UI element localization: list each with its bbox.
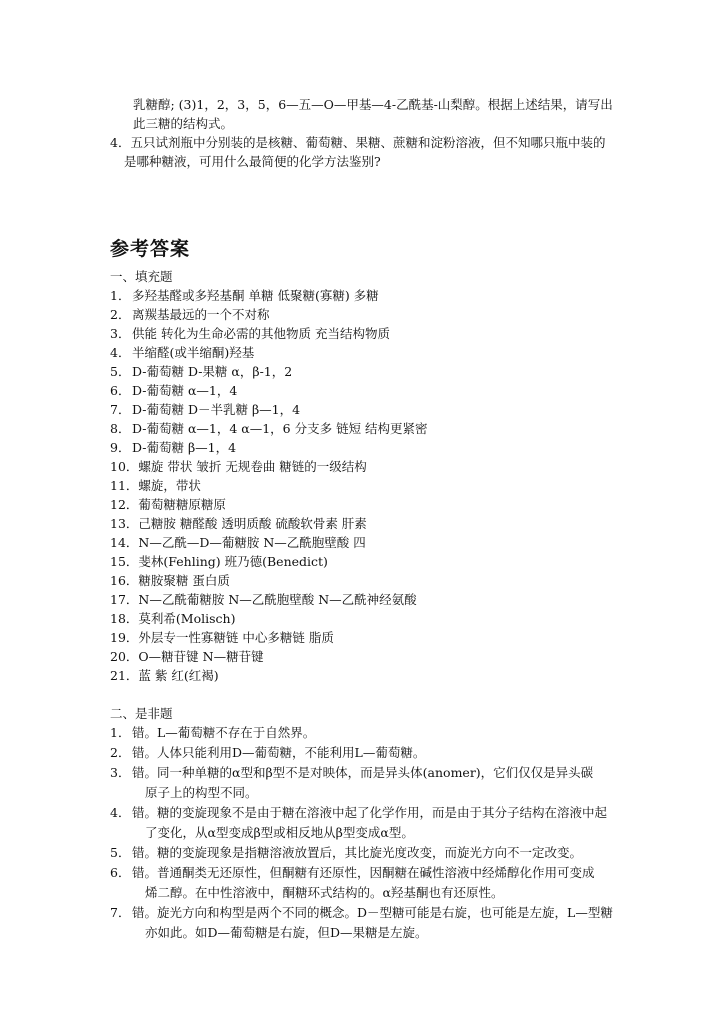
fill-answer-item xyxy=(110,630,334,646)
question-4-line-2: 是哪种糖液，可用什么最简便的化学方法鉴别? xyxy=(124,154,381,169)
question-4-line-1 xyxy=(110,135,605,151)
fill-answer-text: 半缩醛(或半缩酮)羟基 xyxy=(132,345,255,360)
tf-answer-number: 1． xyxy=(110,725,131,740)
tf-answer-item xyxy=(110,905,613,921)
fill-answer-item xyxy=(110,497,226,513)
fill-answer-number: 3． xyxy=(110,326,131,341)
tf-answer-continuation: 原子上的构型不同。 xyxy=(145,785,258,800)
fill-answer-number: 20． xyxy=(110,649,139,664)
fill-answer-text: 斐林(Fehling) 班乃德(Benedict) xyxy=(138,554,328,569)
tf-answer-number: 6． xyxy=(110,865,131,880)
question-4-text-1: 五只试剂瓶中分别装的是核糖、葡萄糖、果糖、蔗糖和淀粉溶液，但不知哪只瓶中装的 xyxy=(130,135,606,150)
fill-answer-text: 外层专一性寡糖链 中心多糖链 脂质 xyxy=(138,630,334,645)
fill-section-header: 一、填充题 xyxy=(110,269,173,284)
fill-answer-number: 2． xyxy=(110,307,131,322)
tf-answer-item xyxy=(110,845,582,861)
tf-answer-text: 错。同一种单糖的α型和β型不是对映体，而是异头体(anomer)，它们仅仅是异头碳 xyxy=(132,765,594,780)
fill-answer-item xyxy=(110,649,264,665)
fill-answer-number: 7． xyxy=(110,402,131,417)
fill-answer-number: 18． xyxy=(110,611,139,626)
fill-answer-item xyxy=(110,478,201,494)
fill-answer-item xyxy=(110,535,366,551)
answers-title: 参考答案 xyxy=(110,238,191,260)
tf-answer-number: 7． xyxy=(110,905,131,920)
fill-answer-item xyxy=(110,440,236,456)
fill-answer-number: 19． xyxy=(110,630,139,645)
fill-answer-text: 螺旋 带状 皱折 无规卷曲 糖链的一级结构 xyxy=(138,459,367,474)
fill-answer-number: 21． xyxy=(110,668,139,683)
tf-answer-item xyxy=(110,745,425,761)
fill-answer-item xyxy=(110,611,235,627)
intro-line-2: 此三糖的结构式。 xyxy=(133,116,234,131)
tf-answer-text: 错。糖的变旋现象是指糖溶液放置后，其比旋光度改变，而旋光方向不一定改变。 xyxy=(132,845,583,860)
fill-answer-text: O—糖苷键 N—糖苷键 xyxy=(138,649,264,664)
fill-answer-number: 4． xyxy=(110,345,131,360)
fill-answer-text: 离羰基最远的一个不对称 xyxy=(132,307,270,322)
tf-answer-continuation: 烯二醇。在中性溶液中，酮糖环式结构的。α羟基酮也有还原性。 xyxy=(145,885,504,900)
fill-answer-number: 6． xyxy=(110,383,131,398)
fill-answer-item xyxy=(110,383,237,399)
fill-answer-text: N—乙酰葡糖胺 N—乙酰胞壁酸 N—乙酰神经氨酸 xyxy=(138,592,417,607)
fill-answer-text: 糖胺聚糖 蛋白质 xyxy=(138,573,230,588)
tf-answer-text: 错。普通酮类无还原性，但酮糖有还原性，因酮糖在碱性溶液中经烯醇化作用可变成 xyxy=(132,865,595,880)
tf-answer-text: 错。糖的变旋现象不是由于糖在溶液中起了化学作用，而是由于其分子结构在溶液中起 xyxy=(132,805,608,820)
fill-answer-text: 蓝 紫 红(红褐) xyxy=(138,668,219,683)
tf-answer-text: 错。人体只能利用D—葡萄糖，不能利用L—葡萄糖。 xyxy=(132,745,426,760)
fill-answer-number: 8． xyxy=(110,421,131,436)
tf-answer-text: 错。旋光方向和构型是两个不同的概念。D－型糖可能是右旋，也可能是左旋，L—型糖 xyxy=(132,905,613,920)
tf-answer-continuation: 亦如此。如D—葡萄糖是右旋，但D—果糖是左旋。 xyxy=(145,925,428,940)
fill-answer-item xyxy=(110,573,230,589)
fill-answer-text: D-葡萄糖 α—1，4 α—1，6 分支多 链短 结构更紧密 xyxy=(132,421,428,436)
fill-answer-number: 13． xyxy=(110,516,139,531)
tf-answer-number: 5． xyxy=(110,845,131,860)
fill-answer-number: 1． xyxy=(110,288,131,303)
fill-answer-text: D-葡萄糖 α—1，4 xyxy=(132,383,238,398)
fill-answer-item xyxy=(110,421,428,437)
tf-answer-item xyxy=(110,805,607,821)
fill-answer-item xyxy=(110,554,328,570)
fill-answer-item xyxy=(110,592,417,608)
fill-answer-item xyxy=(110,459,367,475)
tf-answer-text: 错。L—葡萄糖不存在于自然界。 xyxy=(132,725,316,740)
fill-answer-text: 己糖胺 糖醛酸 透明质酸 硫酸软骨素 肝素 xyxy=(138,516,367,531)
intro-line-1: 乳糖醇; (3)1，2，3，5，6—五—O—甲基—4-乙酰基-山梨醇。根据上述结果，请写出 xyxy=(133,97,613,112)
tf-section-header: 二、是非题 xyxy=(110,706,173,721)
fill-answer-number: 14． xyxy=(110,535,139,550)
fill-answer-text: N—乙酰—D—葡糖胺 N—乙酰胞壁酸 四 xyxy=(138,535,366,550)
question-4-number: 4． xyxy=(110,135,131,150)
fill-answer-item xyxy=(110,516,367,532)
fill-answer-number: 17． xyxy=(110,592,139,607)
fill-answer-text: D-葡萄糖 β—1，4 xyxy=(132,440,237,455)
fill-answer-number: 10． xyxy=(110,459,139,474)
tf-answer-number: 2． xyxy=(110,745,131,760)
fill-answer-number: 12． xyxy=(110,497,139,512)
fill-answer-item xyxy=(110,307,270,323)
fill-answer-text: D-葡萄糖 D－半乳糖 β—1，4 xyxy=(132,402,301,417)
fill-answer-text: 供能 转化为生命必需的其他物质 充当结构物质 xyxy=(132,326,390,341)
fill-answer-item xyxy=(110,668,219,684)
fill-answer-text: 莫利希(Molisch) xyxy=(138,611,236,626)
fill-answer-text: D-葡萄糖 D-果糖 α，β-1，2 xyxy=(132,364,293,379)
fill-answer-item xyxy=(110,402,300,418)
fill-answer-number: 5． xyxy=(110,364,131,379)
fill-answer-text: 螺旋，带状 xyxy=(138,478,201,493)
fill-answer-item xyxy=(110,364,292,380)
tf-answer-continuation: 了变化，从α型变成β型或相反地从β型变成α型。 xyxy=(145,825,414,840)
fill-answer-item xyxy=(110,345,254,361)
fill-answer-number: 11． xyxy=(110,478,139,493)
tf-answer-item xyxy=(110,865,595,881)
fill-answer-number: 16． xyxy=(110,573,139,588)
fill-answer-number: 15． xyxy=(110,554,139,569)
fill-answer-number: 9． xyxy=(110,440,131,455)
fill-answer-text: 多羟基醛或多羟基酮 单糖 低聚糖(寡糖) 多糖 xyxy=(132,288,379,303)
tf-answer-item xyxy=(110,725,315,741)
tf-answer-number: 3． xyxy=(110,765,131,780)
fill-answer-item xyxy=(110,288,379,304)
tf-answer-item xyxy=(110,765,593,781)
fill-answer-item xyxy=(110,326,390,342)
tf-answer-number: 4． xyxy=(110,805,131,820)
fill-answer-text: 葡萄糖糖原糖原 xyxy=(138,497,226,512)
